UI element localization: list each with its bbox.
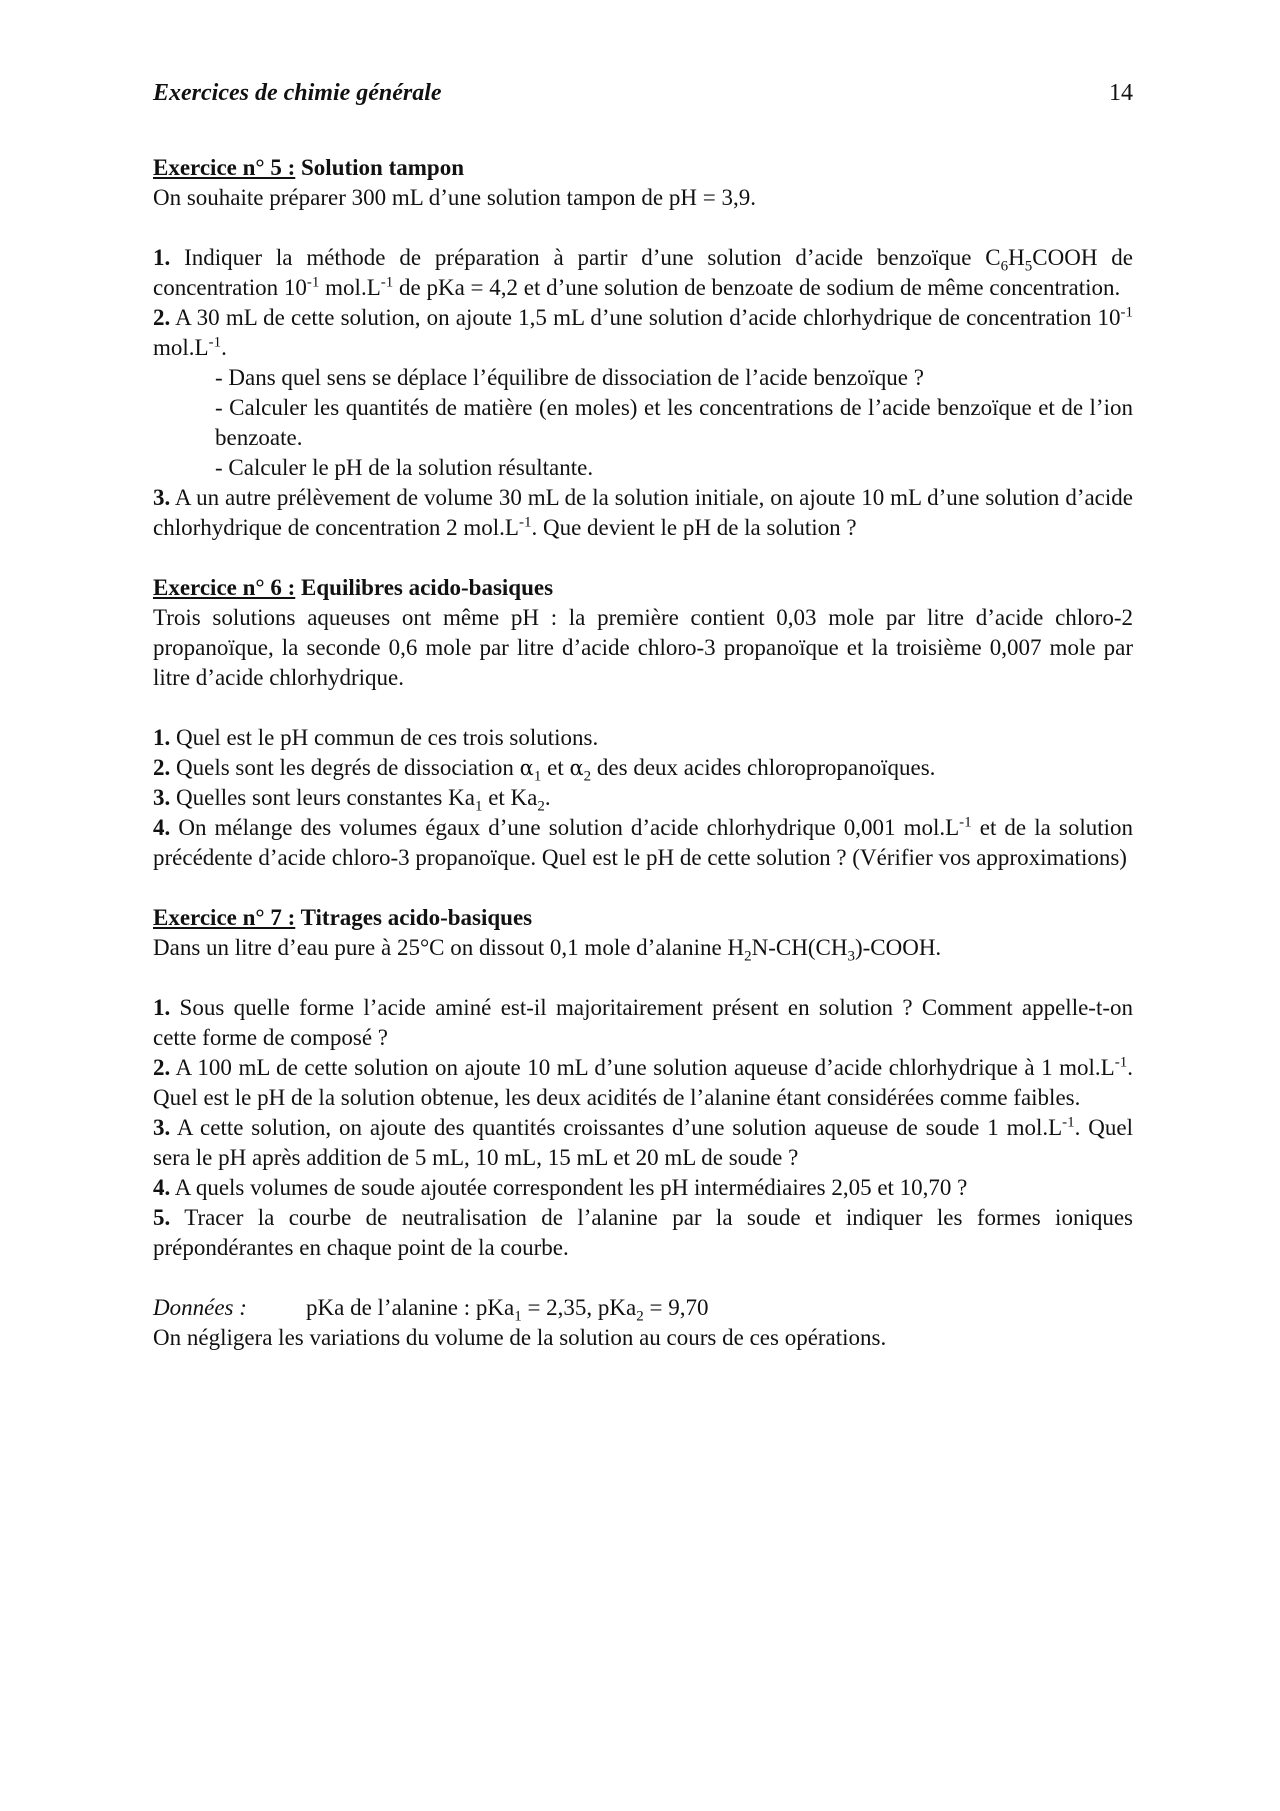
exercise-6-intro: Trois solutions aqueuses ont même pH : la première contient 0,03 mole par litre d’acide chloro-2 propanoïque, la seconde 0,6 mole par litre d’acide chloro-3 propanoïque et la troisième 0,007 mole par litre d’acide chlorhydrique.: [153, 605, 1133, 690]
exercise-7-question-4: 4. A quels volumes de soude ajoutée correspondent les pH intermédiaires 2,05 et 10,70 ?: [153, 1175, 968, 1200]
exercise-6-question-2: 2. Quels sont les degrés de dissociation $\alpha_1$ et $\alpha_2$ des deux acides chloropropanoïques.: [153, 755, 936, 785]
exercise-7-question-3: 3. A cette solution, on ajoute des quantités croissantes d’une solution aqueuse de soude 1 $mol.L^{-1}$. Quel sera le pH après addition de 5 mL, 10 mL, 15 mL et 20 mL de soude ?: [153, 1114, 1133, 1170]
exercise-5-question-2-sub-b: - Calculer les quantités de matière (en moles) et les concentrations de l’acide benzoïque et de l’ion benzoate.: [215, 395, 1133, 450]
page-number: 14: [1109, 80, 1133, 106]
page-header: [153, 78, 1133, 108]
exercise-5-question-2-sub-a: - Dans quel sens se déplace l’équilibre de dissociation de l’acide benzoïque ?: [215, 365, 924, 390]
exercise-6: [153, 573, 1133, 873]
exercise-7-data: Données : pKa de l’alanine : pKa$_1$ = 2,35, pKa$_2$ = 9,70: [153, 1295, 709, 1325]
document-title: Exercices de chimie générale: [153, 80, 442, 106]
exercise-7-intro: Dans un litre d’eau pure à 25°C on dissout 0,1 mole d’alanine $H_2N-CH(CH_3)$-COOH.: [153, 935, 942, 965]
exercise-7-label: Exercice n° 7 :: [153, 905, 296, 930]
exercise-6-question-3: 3. Quelles sont leurs constantes $Ka_1$ et $Ka_2$.: [153, 785, 551, 815]
exercise-6-question-1: 1. Quel est le pH commun de ces trois solutions.: [153, 725, 599, 750]
exercise-5-intro: On souhaite préparer 300 mL d’une solution tampon de pH = 3,9.: [153, 185, 756, 210]
exercise-5-question-1: 1. Indiquer la méthode de préparation à partir d’une solution d’acide benzoïque $C_6H_5COOH$ de concentration $10^{-1}$ $mol.L^{-1}$ de pKa = 4,2 et d’une solution de benzoate de sodium de même concentration.: [153, 245, 1133, 300]
exercise-5-question-2: 2. A 30 mL de cette solution, on ajoute 1,5 mL d’une solution d’acide chlorhydrique de concentration $10^{-1}$ $mol.L^{-1}$.: [153, 304, 1133, 360]
exercise-7-title: Titrages acido-basiques: [300, 905, 533, 930]
exercise-5-label: Exercice n° 5 :: [153, 155, 296, 180]
exercise-7: [153, 903, 1133, 1353]
exercise-5-question-3: 3. A un autre prélèvement de volume 30 mL de la solution initiale, on ajoute 10 mL d’une solution d’acide chlorhydrique de concentration 2 $mol.L^{-1}$. Que devient le pH de la solution ?: [153, 485, 1133, 540]
exercise-5-question-2-sub-c: - Calculer le pH de la solution résultante.: [215, 455, 594, 480]
exercise-7-question-2: 2. A 100 mL de cette solution on ajoute 10 mL d’une solution aqueuse d’acide chlorhydrique à 1 $mol.L^{-1}$. Quel est le pH de la solution obtenue, les deux acidités de l’alanine étant considérées comme faibles.: [153, 1054, 1133, 1110]
exercise-5: [153, 153, 1133, 543]
exercise-6-heading: [153, 573, 1133, 603]
page-content: [153, 153, 1133, 1353]
exercise-6-title: Equilibres acido-basiques: [301, 575, 554, 600]
exercise-7-question-1: 1. Sous quelle forme l’acide aminé est-il majoritairement présent en solution ? Comment appelle-t-on cette forme de composé ?: [153, 995, 1133, 1050]
exercise-7-question-5: 5. Tracer la courbe de neutralisation de l’alanine par la soude et indiquer les formes ioniques prépondérantes en chaque point de la courbe.: [153, 1205, 1133, 1260]
exercise-5-heading: [153, 153, 1133, 183]
exercise-6-label: Exercice n° 6 :: [153, 575, 296, 600]
exercise-6-question-4: 4. On mélange des volumes égaux d’une solution d’acide chlorhydrique 0,001 $mol.L^{-1}$ et de la solution précédente d’acide chloro-3 propanoïque. Quel est le pH de cette solution ? (Vérifier vos approximations): [153, 814, 1133, 870]
exercise-7-heading: [153, 903, 1133, 933]
exercise-7-note: On négligera les variations du volume de la solution au cours de ces opérations.: [153, 1325, 887, 1350]
exercise-5-title: Solution tampon: [301, 155, 464, 180]
data-label: Données :: [153, 1295, 247, 1320]
